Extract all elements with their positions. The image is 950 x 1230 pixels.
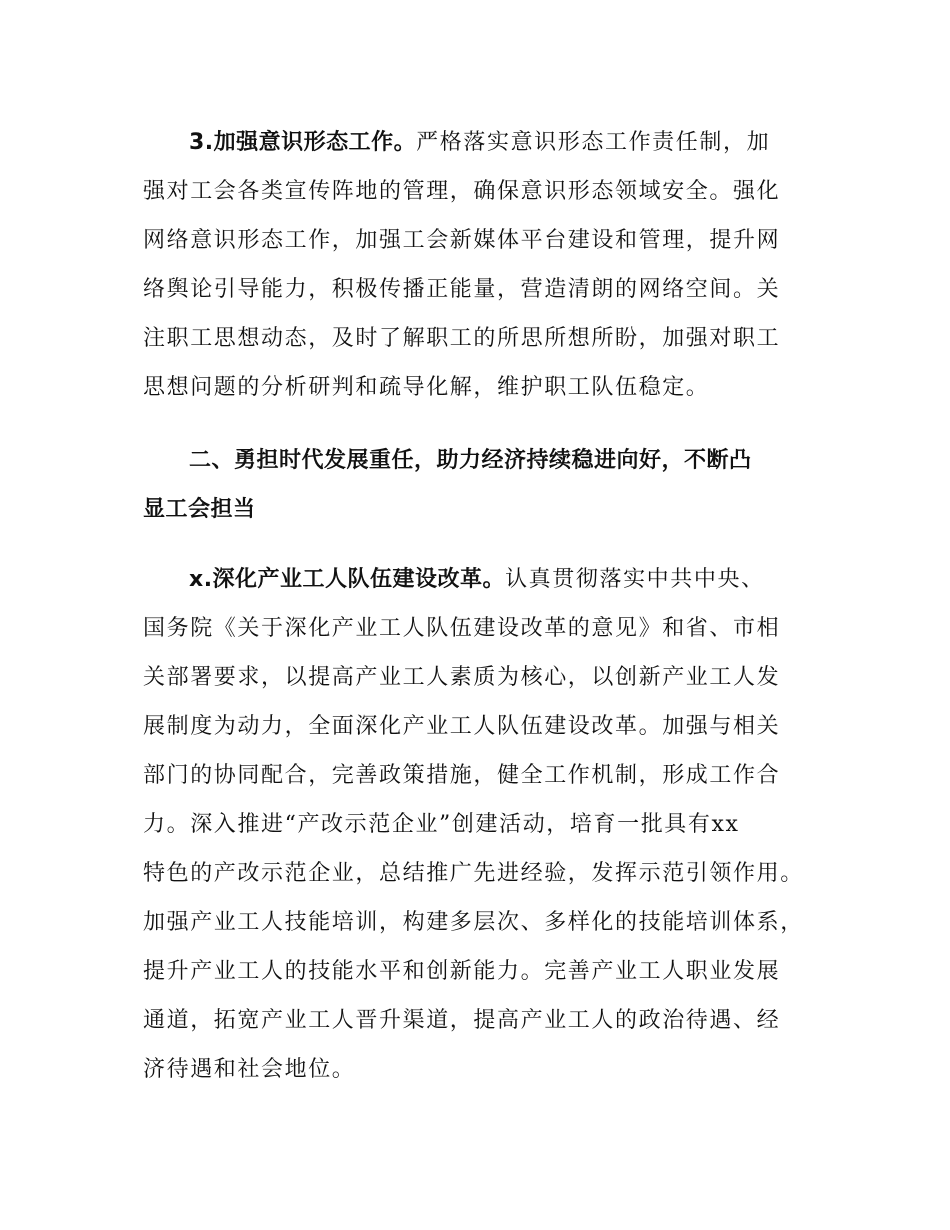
section-title: 3.加强意识形态工作。 bbox=[189, 130, 417, 155]
paragraph-line: 强对工会各类宣传阵地的管理，确保意识形态领域安全。强化 bbox=[143, 179, 781, 204]
paragraph-line bbox=[143, 118, 823, 167]
paragraph-line bbox=[143, 555, 823, 604]
document-page bbox=[143, 118, 823, 1094]
paragraph-line: 加强产业工人技能培训，构建多层次、多样化的技能培训体系， bbox=[143, 910, 804, 935]
paragraph-line: 关部署要求，以提高产业工人素质为核心，以创新产业工人发 bbox=[143, 665, 781, 690]
spacer bbox=[143, 412, 823, 436]
paragraph-line: 通道，拓宽产业工人晋升渠道，提高产业工人的政治待遇、经 bbox=[143, 1008, 781, 1033]
section-heading: 二、勇担时代发展重任，助力经济持续稳进向好，不断凸 bbox=[189, 448, 752, 473]
paragraph-line: 力。深入推进“产改示范企业”创建活动，培育一批具有xx bbox=[143, 812, 740, 837]
section-heading: 显工会担当 bbox=[143, 497, 256, 522]
paragraph-text: 严格落实意识形态工作责任制，加 bbox=[416, 130, 771, 155]
paragraph-line: 济待遇和社会地位。 bbox=[143, 1057, 356, 1082]
paragraph-line: 展制度为动力，全面深化产业工人队伍建设改革。加强与相关 bbox=[143, 714, 781, 739]
section-title: x.深化产业工人队伍建设改革。 bbox=[189, 567, 506, 592]
paragraph-text: 认真贯彻落实中共中央、 bbox=[505, 567, 765, 592]
spacer bbox=[143, 534, 823, 555]
paragraph-line: 络舆论引导能力，积极传播正能量，营造清朗的网络空间。关 bbox=[143, 277, 781, 302]
paragraph-line: 思想问题的分析研判和疏导化解，维护职工队伍稳定。 bbox=[143, 375, 710, 400]
paragraph-line: 部门的协同配合，完善政策措施，健全工作机制，形成工作合 bbox=[143, 763, 781, 788]
paragraph-line: 国务院《关于深化产业工人队伍建设改革的意见》和省、市相 bbox=[143, 616, 781, 641]
paragraph-line: 注职工思想动态，及时了解职工的所思所想所盼，加强对职工 bbox=[143, 326, 781, 351]
paragraph-line: 网络意识形态工作，加强工会新媒体平台建设和管理，提升网 bbox=[143, 228, 781, 253]
paragraph-line: 特色的产改示范企业，总结推广先进经验，发挥示范引领作用。 bbox=[143, 861, 804, 886]
paragraph-line: 提升产业工人的技能水平和创新能力。完善产业工人职业发展 bbox=[143, 959, 781, 984]
